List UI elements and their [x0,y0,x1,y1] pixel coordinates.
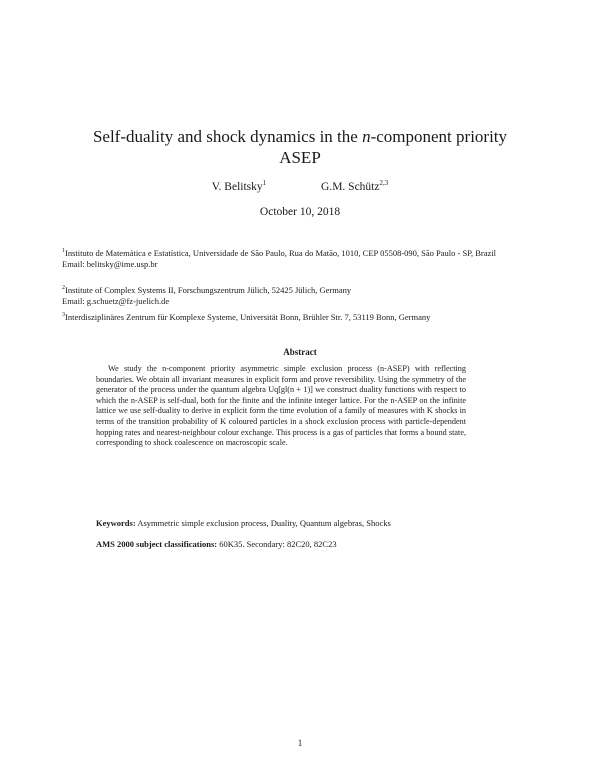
paper-date: October 10, 2018 [259,206,341,218]
arxiv-sidebar [6,168,38,568]
keywords-text: Asymmetric simple exclusion process, Duality, Quantum algebras, Shocks [137,518,391,528]
title-n: n [362,127,371,146]
affiliation-1 [62,246,500,271]
ams-text: 60K35. Secondary: 82C20, 82C23 [219,539,337,549]
affiliation-text: Institute of Complex Systems II, Forschungszentrum Jülich, 52425 Jülich, Germany [65,284,352,295]
author-name: G.M. Schütz [321,180,380,193]
title-part-2: -component priority [370,127,508,146]
affiliation-sup: 2 [62,285,65,291]
abstract-body: We study the n-component priority asymmetric simple exclusion process (n-ASEP) with reflecting boundaries. We obtain all invariant measures in explicit form and prove reversibility. Using the symmetry of the generator of the process under the quantum algebra Uq[gl(n + 1)] we construct duality functions with respect to which the n-ASEP is self-dual, both for the finite and the infinite integer lattice. For the n-ASEP on the infinite lattice we use self-duality to derive in explicit form the time evolution of a family of measures with K shocks in terms of the transition probability of K coloured particles in a shock exclusion process with particle-dependent hopping rates and nearest-neighbour colour exchange. This process is a gas of particles that forms a bound state, corresponding to shock coalescence on macroscopic scale. [96,364,466,448]
author-sup: 2,3 [379,179,389,187]
keywords-label: Keywords: [96,518,136,528]
author-list [60,179,540,193]
author-name: V. Belitsky [211,180,263,193]
affiliation-text: Interdisziplinäres Zentrum für Komplexe Systeme, Universität Bonn, Brühler Str. 7, 53119 Bonn, Germany [65,311,431,322]
title-line-2: ASEP [279,148,321,167]
affiliation-sup: 1 [62,248,65,254]
affiliation-text: Instituto de Matemática e Estatística, Universidade de São Paulo, Rua do Matão, 1010, CEP 05508-090, São Paulo - SP, Brazil [65,247,496,258]
author-1 [212,179,266,193]
affiliation-3 [62,310,500,323]
ams-label: AMS 2000 subject classifications: [96,539,218,549]
abstract-heading: Abstract [283,347,317,357]
affiliation-email: Email: belitsky@ime.usp.br [62,259,158,270]
paper-title [60,126,540,168]
author-2 [321,179,388,193]
affiliation-2 [62,283,500,308]
page-number: 1 [297,738,303,748]
keywords [96,518,496,528]
ams-classification [96,539,496,549]
affiliation-sup: 3 [62,312,65,318]
author-sup: 1 [262,179,267,187]
affiliation-email: Email: g.schuetz@fz-juelich.de [62,296,170,307]
title-part-1: Self-duality and shock dynamics in the [92,127,363,146]
